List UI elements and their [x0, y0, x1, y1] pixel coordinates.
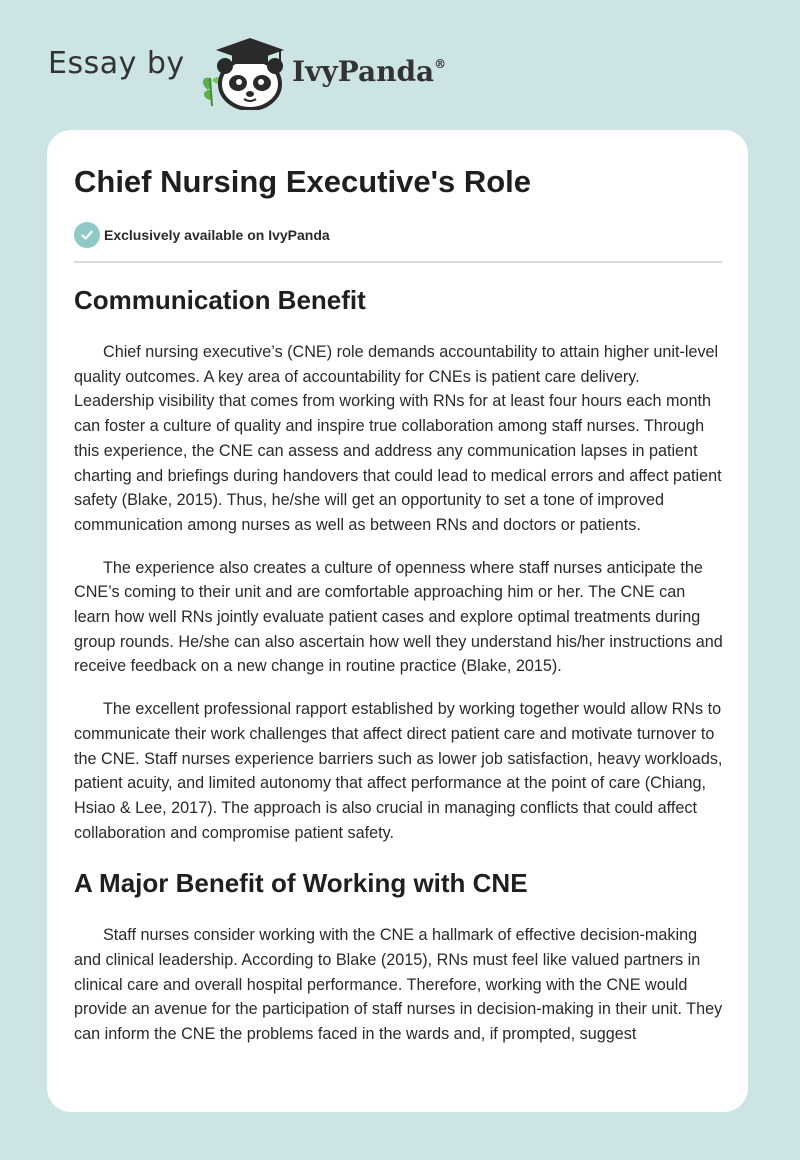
exclusive-badge-label: Exclusively available on IvyPanda: [104, 227, 330, 243]
section-heading: A Major Benefit of Working with CNE: [74, 868, 528, 899]
essay-by-label: Essay by: [48, 46, 185, 81]
brand-text: IvyPanda: [292, 55, 435, 88]
registered-mark: ®: [434, 57, 447, 71]
paragraph: Chief nursing executive’s (CNE) role demands accountability to attain higher unit-level quality outcomes. A key area of accountability for CNEs is patient care delivery. Leadership visibility that comes from working with RNs for at least four hours each month can foster a culture of quality and inspire true collaboration among staff nurses. Through this experience, the CNE can assess and address any communication lapses in patient charting and briefings during handovers that could lead to medical errors and affect patient safety (Blake, 2015). Thus, he/she will get an opportunity to set a tone of improved communication among nurses as well as between RNs and doctors or patients.: [74, 343, 722, 534]
checkmark-icon: [74, 222, 100, 248]
paragraph: Staff nurses consider working with the CNE a hallmark of effective decision-making and clinical leadership. According to Blake (2015), RNs must feel like valued partners in clinical care and overall hospital performance. Therefore, working with the CNE would provide an avenue for the participation of staff nurses in decision-making in their unit. They can inform the CNE the problems faced in the wards and, if prompted, suggest: [74, 926, 723, 1044]
paragraph: The excellent professional rapport established by working together would allow RNs to communicate their work challenges that affect direct patient care and motivate turnover to the CNE. Staff nurses experience barriers such as lower job satisfaction, heavy workloads, patient acuity, and limited autonomy that affect performance at the point of care (Chiang, Hsiao & Lee, 2017). The approach is also crucial in managing conflicts that could affect collaboration and compromise patient safety.: [74, 700, 723, 842]
page-title: Chief Nursing Executive's Role: [74, 164, 531, 199]
panda-logo-icon[interactable]: [198, 36, 294, 110]
divider: [74, 261, 722, 263]
article-body: [74, 282, 724, 1065]
essay-card: [47, 130, 748, 1112]
brand-name[interactable]: [292, 55, 446, 88]
paragraph: The experience also creates a culture of openness where staff nurses anticipate the CNE’s coming to their unit and are comfortable approaching him or her. The CNE can learn how well RNs jointly evaluate patient cases and explore optimal treatments during group rounds. He/she can also ascertain how well they understand his/her instructions and receive feedback on a new change in routine practice (Blake, 2015).: [74, 558, 723, 676]
site-header: [0, 0, 800, 128]
section-heading: Communication Benefit: [74, 285, 366, 315]
exclusive-badge: [74, 222, 330, 248]
